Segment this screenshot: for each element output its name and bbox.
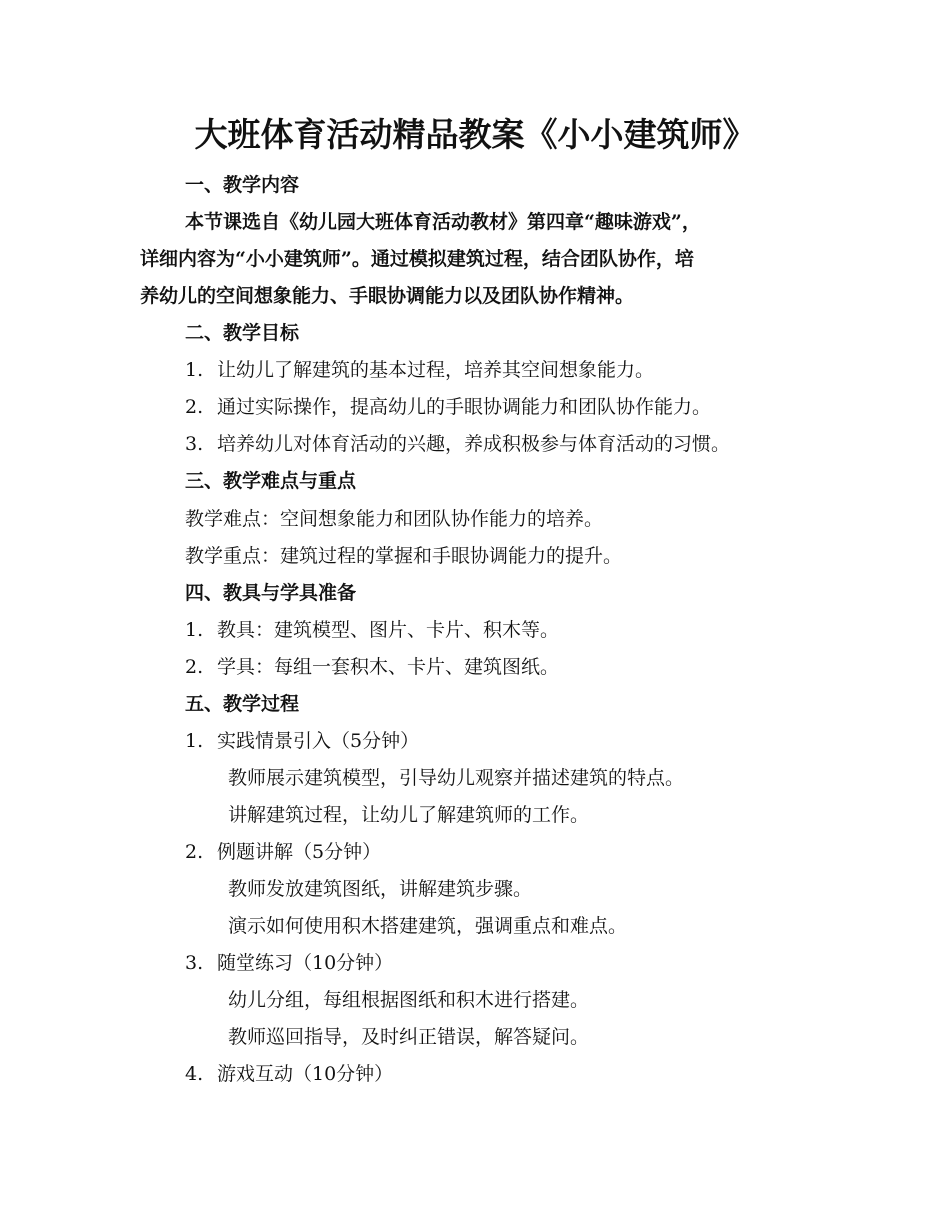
step-detail: 教师巡回指导，及时纠正错误，解答疑问。 bbox=[228, 1026, 590, 1048]
paragraph-line: 本节课选自《幼儿园大班体育活动教材》第四章“趣味游戏”， bbox=[185, 211, 701, 233]
step-text: 随堂练习（10分钟） bbox=[217, 952, 394, 974]
step-number: 3. bbox=[185, 952, 204, 974]
section-heading-process: 五、教学过程 bbox=[185, 693, 300, 715]
list-number: 2. bbox=[185, 396, 204, 418]
document-title: 大班体育活动精品教案《小小建筑师》 bbox=[194, 115, 756, 154]
list-number: 2. bbox=[185, 656, 204, 678]
list-text: 培养幼儿对体育活动的兴趣，养成积极参与体育活动的习惯。 bbox=[217, 433, 731, 455]
step-item bbox=[185, 838, 381, 866]
step-item bbox=[185, 949, 393, 977]
step-detail: 讲解建筑过程，让幼儿了解建筑师的工作。 bbox=[228, 804, 590, 826]
list-number: 3. bbox=[185, 433, 204, 455]
section-heading-materials: 四、教具与学具准备 bbox=[185, 582, 357, 604]
list-text: 教具：建筑模型、图片、卡片、积木等。 bbox=[217, 619, 560, 641]
step-detail: 教师展示建筑模型，引导幼儿观察并描述建筑的特点。 bbox=[228, 767, 685, 789]
list-text: 学具：每组一套积木、卡片、建筑图纸。 bbox=[217, 656, 560, 678]
step-detail: 教师发放建筑图纸，讲解建筑步骤。 bbox=[228, 878, 533, 900]
section-heading-difficulties: 三、教学难点与重点 bbox=[185, 470, 357, 492]
step-item bbox=[185, 1060, 393, 1088]
step-detail: 演示如何使用积木搭建建筑，强调重点和难点。 bbox=[228, 915, 628, 937]
list-item bbox=[185, 653, 559, 681]
list-item bbox=[185, 393, 711, 421]
list-number: 1. bbox=[185, 619, 204, 641]
step-detail: 幼儿分组，每组根据图纸和积木进行搭建。 bbox=[228, 989, 590, 1011]
text-line: 教学难点：空间想象能力和团队协作能力的培养。 bbox=[185, 508, 604, 530]
section-heading-objectives: 二、教学目标 bbox=[185, 322, 300, 344]
list-item bbox=[185, 616, 559, 644]
step-text: 游戏互动（10分钟） bbox=[217, 1063, 394, 1085]
step-number: 1. bbox=[185, 730, 204, 752]
step-number: 2. bbox=[185, 841, 204, 863]
list-item bbox=[185, 356, 654, 384]
paragraph-line: 详细内容为“小小建筑师”。通过模拟建筑过程，结合团队协作，培 bbox=[140, 248, 694, 270]
list-text: 通过实际操作，提高幼儿的手眼协调能力和团队协作能力。 bbox=[217, 396, 712, 418]
step-text: 例题讲解（5分钟） bbox=[217, 841, 382, 863]
list-number: 1. bbox=[185, 359, 204, 381]
list-item bbox=[185, 430, 730, 458]
paragraph-line: 养幼儿的空间想象能力、手眼协调能力以及团队协作精神。 bbox=[140, 285, 635, 307]
text-line: 教学重点：建筑过程的掌握和手眼协调能力的提升。 bbox=[185, 545, 623, 567]
list-text: 让幼儿了解建筑的基本过程，培养其空间想象能力。 bbox=[217, 359, 655, 381]
step-text: 实践情景引入（5分钟） bbox=[217, 730, 420, 752]
section-heading-content: 一、教学内容 bbox=[185, 174, 300, 196]
step-item bbox=[185, 727, 419, 755]
step-number: 4. bbox=[185, 1063, 204, 1085]
